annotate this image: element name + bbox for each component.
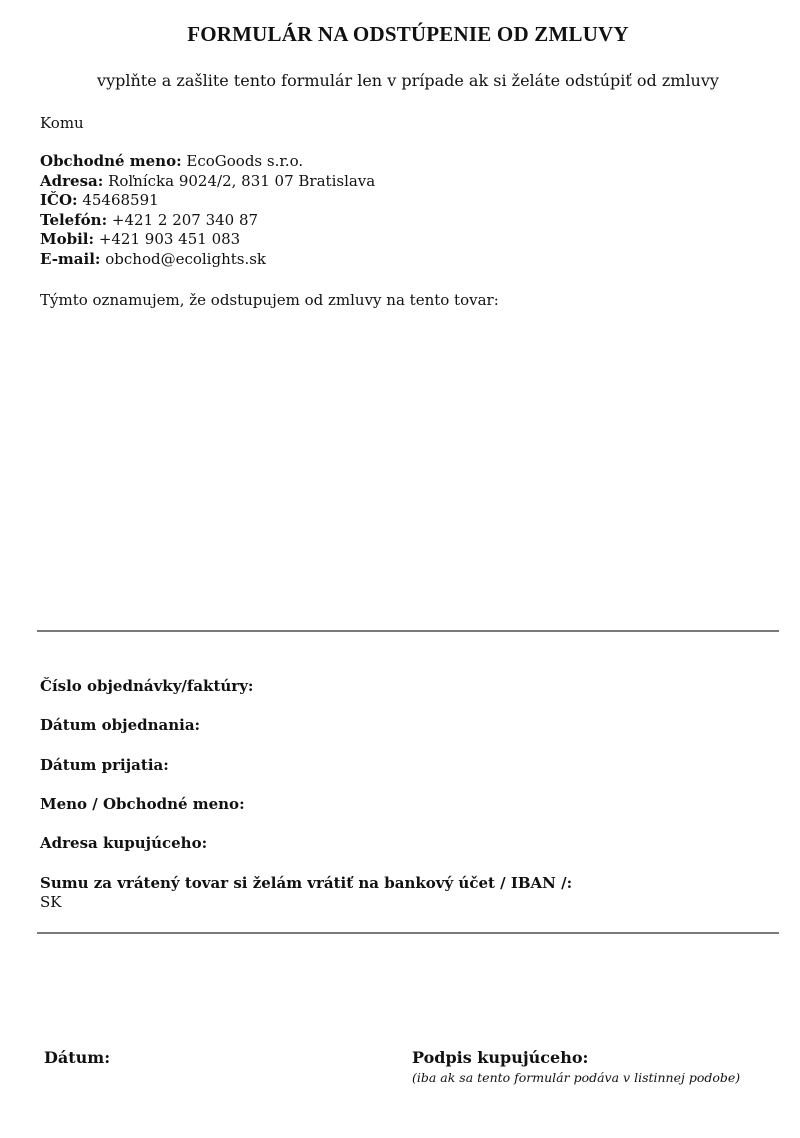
seller-email-value: obchod@ecolights.sk [105,249,267,268]
seller-ico-value: 45468591 [82,191,159,210]
divider-bottom [37,932,779,934]
seller-name-label: Obchodné meno: [40,152,182,170]
order-date-label: Dátum objednania: [40,716,201,734]
seller-email-label: E-mail: [40,249,101,268]
signature-date-label: Dátum: [44,1048,111,1067]
seller-info [40,152,375,270]
divider-top [37,630,779,632]
withdrawal-statement: Týmto oznamujem, že odstupujem od zmluvy na tento tovar: [40,291,499,309]
recipient-label: Komu [40,114,84,132]
form-title: FORMULÁR NA ODSTÚPENIE OD ZMLUVY [187,22,629,46]
order-number-label: Číslo objednávky/faktúry: [40,677,254,695]
seller-address-value: Roľnícka 9024/2, 831 07 Bratislava [108,171,376,190]
seller-phone-value: +421 2 207 340 87 [111,210,259,229]
buyer-address-label: Adresa kupujúceho: [40,834,208,852]
seller-phone-row [40,211,375,231]
seller-ico-row [40,191,375,211]
buyer-signature-label: Podpis kupujúceho: [412,1048,589,1067]
seller-phone-label: Telefón: [40,210,108,229]
refund-account-label: Sumu za vrátený tovar si želám vrátiť na bankový účet / IBAN /: [40,874,573,892]
buyer-name-label: Meno / Obchodné meno: [40,795,245,813]
seller-address-row [40,172,375,192]
seller-address-label: Adresa: [40,171,104,190]
form-subtitle: vyplňte a zašlite tento formulár len v prípade ak si želáte odstúpiť od zmluvy [97,71,719,90]
iban-prefix: SK [40,893,62,911]
seller-mobile-row [40,230,375,250]
seller-email-row [40,250,375,270]
seller-ico-label: IČO: [40,191,78,210]
seller-mobile-value: +421 903 451 083 [98,230,241,249]
receipt-date-label: Dátum prijatia: [40,756,169,774]
seller-name-value: EcoGoods s.r.o. [186,152,304,170]
buyer-signature-note: (iba ak sa tento formulár podáva v listinnej podobe) [412,1070,741,1085]
seller-name-row [40,152,375,172]
seller-mobile-label: Mobil: [40,230,95,249]
